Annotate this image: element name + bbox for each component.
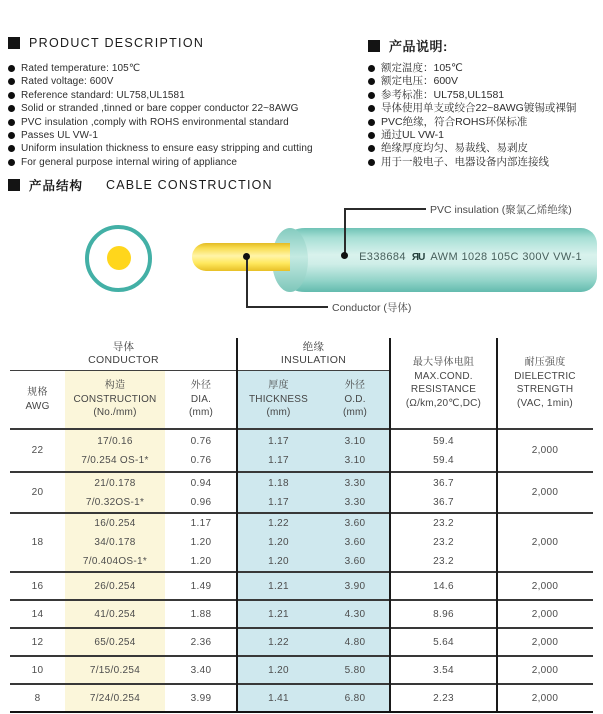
od-value: 6.80 [344, 692, 366, 704]
col-header-line: 耐压强度 [524, 357, 566, 368]
resistance-value: 2.23 [433, 692, 454, 704]
bullet-icon [368, 119, 375, 126]
list-item-text: Uniform insulation thickness to ensure easy stripping and cutting [21, 143, 313, 155]
col-header-line: O.D. [344, 393, 366, 405]
od-cell [320, 514, 390, 571]
col-header-line: 厚度 [268, 380, 289, 392]
list-item [368, 116, 602, 129]
pvc-insulation-label: PVC insulation (聚氯乙烯绝缘) [430, 204, 572, 216]
bullet-icon [368, 65, 375, 72]
table-row [10, 683, 593, 711]
table-row [10, 430, 593, 471]
construction-value: 17/0.16 [97, 435, 133, 447]
resistance-value: 8.96 [433, 608, 454, 620]
col-header-line: 最大导体电阻 [412, 357, 475, 368]
construction-value: 65/0.254 [94, 636, 136, 648]
dielectric-cell [497, 657, 593, 683]
list-item [8, 129, 362, 142]
bullet-icon [368, 145, 375, 152]
od-value: 4.80 [344, 636, 366, 648]
awg-value: 8 [34, 692, 41, 704]
list-item [368, 156, 602, 169]
dia-value: 0.96 [190, 496, 212, 508]
awg-cell [10, 657, 65, 683]
list-item-text: For general purpose internal wiring of appliance [21, 156, 238, 168]
thickness-value: 1.22 [268, 636, 289, 648]
dia-cell [165, 514, 237, 571]
dielectric-cell [497, 473, 593, 512]
resistance-value: 23.2 [433, 556, 454, 567]
col-header-resistance [390, 338, 497, 428]
dia-cell [165, 685, 237, 711]
thickness-value: 1.20 [268, 664, 289, 676]
construction-cell [65, 514, 165, 571]
bullet-icon [368, 132, 375, 139]
od-value: 3.60 [344, 537, 366, 548]
conductor-group-label-zh: 导体 [112, 341, 135, 353]
table-row [10, 571, 593, 599]
list-item-text: Solid or stranded ,tinned or bare copper conductor 22~8AWG [21, 103, 299, 115]
construction-value: 7/15/0.254 [89, 664, 141, 676]
list-item [368, 142, 602, 155]
list-item [8, 102, 362, 115]
product-description-list-en [8, 62, 362, 169]
list-item [8, 75, 362, 88]
insulation-group-label-en: INSULATION [280, 354, 347, 366]
list-item-text: 用于一般电子、电器设备内部连接线 [381, 155, 549, 168]
list-item [368, 129, 602, 142]
awg-value: 18 [31, 537, 44, 548]
list-item [368, 62, 602, 75]
dielectric-cell [497, 430, 593, 471]
cable-construction-title-en: CABLE CONSTRUCTION [106, 178, 273, 192]
conductor-group-header [10, 338, 237, 371]
list-item-text: 额定电压：600V [381, 75, 459, 88]
dia-cell [165, 601, 237, 627]
bullet-icon [8, 159, 15, 166]
col-header-line: THICKNESS [248, 393, 309, 405]
list-item [368, 102, 602, 115]
bullet-icon [8, 145, 15, 152]
resistance-cell [390, 685, 497, 711]
dielectric-value: 2,000 [531, 692, 559, 704]
construction-value: 26/0.254 [94, 580, 136, 592]
table-divider [236, 338, 238, 711]
col-header-line: 规格 [27, 387, 48, 398]
bullet-icon [8, 65, 15, 72]
dia-value: 0.94 [190, 477, 212, 489]
thickness-cell [237, 514, 320, 571]
dielectric-value: 2,000 [531, 537, 559, 548]
table-header [10, 338, 593, 430]
thickness-value: 1.20 [268, 537, 289, 548]
od-value: 5.80 [344, 664, 366, 676]
dia-cell [165, 657, 237, 683]
dielectric-value: 2,000 [531, 445, 559, 456]
resistance-cell [390, 601, 497, 627]
od-value: 3.10 [344, 435, 366, 447]
section-marker-icon [368, 40, 380, 52]
thickness-value: 1.21 [268, 580, 289, 592]
thickness-value: 1.17 [268, 435, 289, 447]
ul-file-number: E338684 [359, 251, 406, 263]
table-row [10, 627, 593, 655]
od-value: 3.30 [344, 496, 366, 508]
product-notes-title: 产品说明: [389, 39, 448, 54]
section-marker-icon [8, 37, 20, 49]
list-item [8, 89, 362, 102]
product-description-list-zh [368, 62, 602, 169]
table-divider [496, 338, 498, 711]
resistance-value: 23.2 [433, 537, 454, 548]
cable-construction-title-zh: 产品结构 [29, 179, 84, 193]
conductor-label: Conductor (导体) [332, 302, 412, 314]
construction-value: 7/0.32OS-1* [85, 496, 145, 508]
od-value: 3.10 [344, 454, 366, 466]
col-header-thickness [237, 371, 320, 428]
dia-value: 0.76 [190, 454, 212, 466]
bullet-icon [8, 132, 15, 139]
list-item-text: Passes UL VW-1 [21, 130, 98, 142]
product-description-title: PRODUCT DESCRIPTION [29, 36, 205, 50]
awg-cell [10, 573, 65, 599]
dia-value: 1.17 [190, 518, 212, 529]
dia-cell [165, 629, 237, 655]
awg-value: 22 [31, 445, 44, 456]
col-header-line: (mm) [266, 407, 291, 419]
list-item [8, 156, 362, 169]
thickness-cell [237, 601, 320, 627]
od-cell [320, 657, 390, 683]
list-item-text: Rated voltage: 600V [21, 76, 114, 88]
od-value: 3.60 [344, 556, 366, 567]
awg-value: 14 [31, 608, 44, 620]
dia-value: 1.88 [190, 608, 212, 620]
dia-value: 1.20 [190, 537, 212, 548]
resistance-value: 59.4 [433, 435, 454, 447]
awg-value: 12 [31, 636, 44, 648]
col-header-dia [165, 371, 237, 428]
thickness-value: 1.17 [268, 496, 289, 508]
dielectric-cell [497, 601, 593, 627]
conductor-rod-illustration [192, 243, 290, 271]
awg-cell [10, 601, 65, 627]
bullet-icon [8, 78, 15, 85]
table-row [10, 655, 593, 683]
resistance-cell [390, 657, 497, 683]
dia-value: 2.36 [190, 636, 212, 648]
dia-cell [165, 573, 237, 599]
table-body [10, 430, 593, 711]
construction-cell [65, 430, 165, 471]
construction-cell [65, 601, 165, 627]
product-notes-header [368, 36, 448, 55]
awg-value: 10 [31, 664, 44, 676]
list-item [8, 142, 362, 155]
dielectric-value: 2,000 [531, 608, 559, 620]
col-header-line: AWG [25, 400, 50, 412]
resistance-value: 36.7 [433, 477, 454, 489]
thickness-value: 1.18 [268, 477, 289, 489]
resistance-value: 14.6 [433, 580, 454, 592]
list-item [368, 75, 602, 88]
list-item-text: PVC insulation ,comply with ROHS environmental standard [21, 116, 289, 128]
dia-value: 1.20 [190, 556, 212, 567]
od-cell [320, 629, 390, 655]
od-value: 4.30 [344, 608, 366, 620]
dielectric-cell [497, 514, 593, 571]
conductor-leader-line [246, 306, 328, 308]
construction-cell [65, 629, 165, 655]
thickness-value: 1.22 [268, 518, 289, 529]
construction-value: 34/0.178 [94, 537, 136, 548]
col-header-line: (VAC, 1min) [517, 397, 573, 409]
pvc-leader-dot-icon [341, 252, 348, 259]
list-item-text: 通过UL VW-1 [381, 129, 445, 142]
awg-cell [10, 430, 65, 471]
list-item-text: 绝缘厚度均匀、易裁线、易剥皮 [381, 142, 528, 155]
insulation-group-header [237, 338, 390, 371]
od-value: 3.90 [344, 580, 366, 592]
conductor-leader-dot-icon [243, 253, 250, 260]
col-header-line: (No./mm) [93, 407, 137, 419]
conductor-leader-line [246, 258, 248, 307]
thickness-value: 1.17 [268, 454, 289, 466]
resistance-cell [390, 514, 497, 571]
construction-cell [65, 657, 165, 683]
list-item-text: 参考标准：UL758,UL1581 [381, 88, 505, 101]
bullet-icon [368, 105, 375, 112]
od-cell [320, 473, 390, 512]
cable-spec-print: AWM 1028 105C 300V VW-1 [430, 251, 582, 263]
bullet-icon [368, 78, 375, 85]
insulation-group-label-zh: 绝缘 [302, 341, 325, 353]
col-header-awg [10, 371, 65, 428]
cable-print-legend [350, 251, 582, 263]
pvc-leader-line [344, 208, 426, 210]
table-row [10, 599, 593, 627]
construction-value: 7/24/0.254 [89, 692, 141, 704]
conductor-group-label-en: CONDUCTOR [88, 354, 159, 366]
resistance-value: 5.64 [433, 636, 454, 648]
awg-cell [10, 473, 65, 512]
list-item-text: Rated temperature: 105℃ [21, 63, 141, 74]
col-header-line: (mm) [188, 407, 214, 419]
od-cell [320, 430, 390, 471]
col-header-construction [65, 371, 165, 428]
awg-cell [10, 685, 65, 711]
dielectric-value: 2,000 [531, 580, 559, 592]
product-description-header [8, 36, 204, 50]
dielectric-value: 2,000 [531, 636, 559, 648]
od-cell [320, 601, 390, 627]
construction-value: 16/0.254 [94, 518, 136, 529]
thickness-cell [237, 629, 320, 655]
construction-value: 7/0.254 OS-1* [81, 454, 149, 466]
dielectric-cell [497, 573, 593, 599]
col-header-line: (Ω/km,20℃,DC) [405, 397, 482, 409]
table-divider [389, 338, 391, 711]
col-header-line: CONSTRUCTION [73, 393, 157, 405]
resistance-cell [390, 430, 497, 471]
resistance-cell [390, 629, 497, 655]
specification-table [10, 338, 593, 713]
cable-construction-header [8, 176, 273, 194]
thickness-cell [237, 430, 320, 471]
dielectric-value: 2,000 [531, 664, 559, 676]
pvc-leader-line [344, 208, 346, 255]
dielectric-cell [497, 629, 593, 655]
awg-cell [10, 629, 65, 655]
list-item-text: 导体使用单支或绞合22~8AWG镀锡或裸铜 [381, 102, 577, 115]
list-item-text: Reference standard: UL758,UL1581 [21, 89, 185, 101]
construction-value: 41/0.254 [94, 608, 136, 620]
list-item-text: 额定温度：105℃ [381, 62, 463, 74]
resistance-cell [390, 473, 497, 512]
ul-recognized-mark-icon: ЯU [411, 251, 425, 263]
list-item-text: PVC绝缘，符合ROHS环保标准 [381, 115, 528, 128]
col-header-line: STRENGTH [516, 384, 574, 395]
conductor-core-icon [107, 246, 131, 270]
table-row [10, 512, 593, 571]
dia-value: 3.40 [190, 664, 212, 676]
table-row [10, 471, 593, 512]
resistance-value: 23.2 [433, 518, 454, 529]
bullet-icon [368, 92, 375, 99]
col-header-line: MAX.COND. [414, 370, 473, 382]
col-header-line: 外径 [190, 380, 212, 392]
od-cell [320, 685, 390, 711]
od-value: 3.60 [344, 518, 366, 529]
bullet-icon [368, 159, 375, 166]
dielectric-value: 2,000 [531, 487, 559, 498]
thickness-cell [237, 473, 320, 512]
bullet-icon [8, 105, 15, 112]
bullet-icon [8, 92, 15, 99]
list-item [368, 89, 602, 102]
resistance-value: 36.7 [433, 496, 454, 508]
construction-cell [65, 473, 165, 512]
od-cell [320, 573, 390, 599]
col-header-line: DIA. [190, 393, 212, 405]
dia-value: 3.99 [190, 692, 212, 704]
resistance-cell [390, 573, 497, 599]
bullet-icon [8, 119, 15, 126]
dia-cell [165, 473, 237, 512]
col-header-line: 外径 [344, 380, 366, 392]
col-header-line: (mm) [342, 407, 368, 419]
dia-cell [165, 430, 237, 471]
awg-value: 16 [31, 580, 44, 592]
dielectric-cell [497, 685, 593, 711]
od-value: 3.30 [344, 477, 366, 489]
construction-cell [65, 573, 165, 599]
col-header-line: RESISTANCE [410, 384, 477, 395]
resistance-value: 59.4 [433, 454, 454, 466]
resistance-value: 3.54 [433, 664, 454, 676]
col-header-dielectric [497, 338, 593, 428]
construction-cell [65, 685, 165, 711]
thickness-value: 1.21 [268, 608, 289, 620]
thickness-cell [237, 685, 320, 711]
construction-value: 7/0.404OS-1* [82, 556, 148, 567]
col-header-od [320, 371, 390, 428]
thickness-cell [237, 657, 320, 683]
awg-cell [10, 514, 65, 571]
dia-value: 0.76 [190, 435, 212, 447]
col-header-line: 构造 [104, 380, 126, 392]
thickness-cell [237, 573, 320, 599]
section-marker-icon [8, 179, 20, 191]
list-item [8, 116, 362, 129]
construction-value: 21/0.178 [94, 477, 136, 489]
thickness-value: 1.20 [268, 556, 289, 567]
list-item [8, 62, 362, 75]
dia-value: 1.49 [190, 580, 212, 592]
awg-value: 20 [31, 487, 44, 498]
thickness-value: 1.41 [268, 692, 289, 704]
col-header-line: DIELECTRIC [514, 370, 576, 382]
